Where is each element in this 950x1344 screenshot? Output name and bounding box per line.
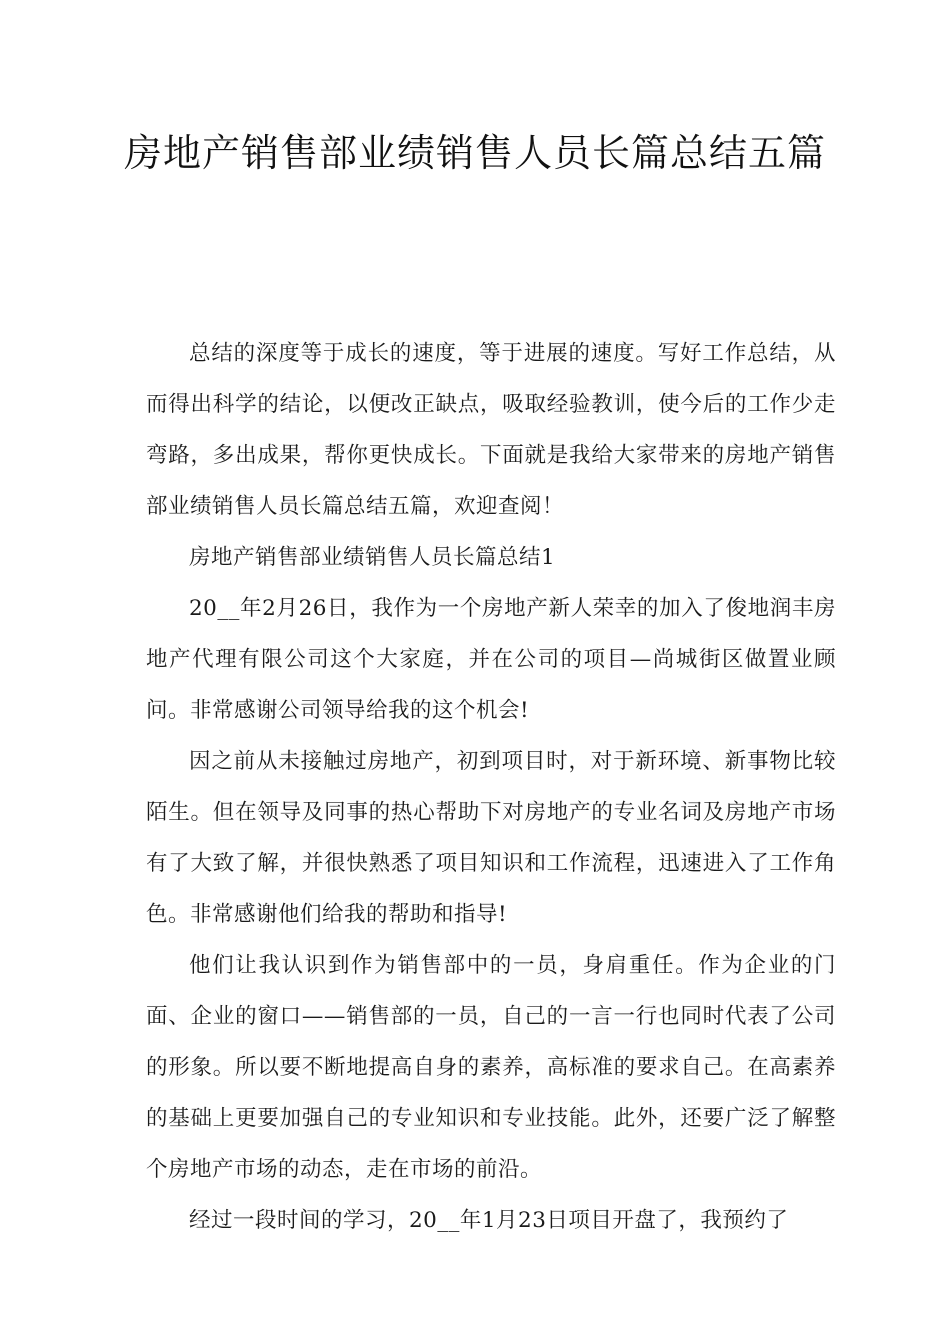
section-heading: 房地产销售部业绩销售人员长篇总结1 bbox=[189, 545, 556, 570]
intro-paragraph: 总结的深度等于成长的速度，等于进展的速度。写好工作总结，从而得出科学的结论，以便改正缺点，吸取经验教训，使今后的工作少走弯路，多出成果，帮你更快成长。下面就是我给大家带来的房地产销售部业绩销售人员长篇总结五篇，欢迎查阅！ bbox=[146, 341, 836, 519]
document-title: 房地产销售部业绩销售人员长篇总结五篇 bbox=[123, 131, 826, 175]
body-paragraph: 经过一段时间的学习，20__年1月23日项目开盘了，我预约了 bbox=[189, 1208, 789, 1233]
body-paragraph: 因之前从未接触过房地产，初到项目时，对于新环境、新事物比较陌生。但在领导及同事的热心帮助下对房地产的专业名词及房地产市场有了大致了解，并很快熟悉了项目知识和工作流程，迅速进入了工作角色。非常感谢他们给我的帮助和指导! bbox=[146, 749, 836, 927]
document-body bbox=[146, 328, 836, 1246]
body-paragraph: 20__年2月26日，我作为一个房地产新人荣幸的加入了俊地润丰房地产代理有限公司这个大家庭，并在公司的项目—尚城街区做置业顾问。非常感谢公司领导给我的这个机会! bbox=[146, 596, 836, 723]
body-paragraph: 他们让我认识到作为销售部中的一员，身肩重任。作为企业的门面、企业的窗口——销售部的一员，自己的一言一行也同时代表了公司的形象。所以要不断地提高自身的素养，高标准的要求自己。在高素养的基础上更要加强自己的专业知识和专业技能。此外，还要广泛了解整个房地产市场的动态，走在市场的前沿。 bbox=[146, 953, 836, 1182]
